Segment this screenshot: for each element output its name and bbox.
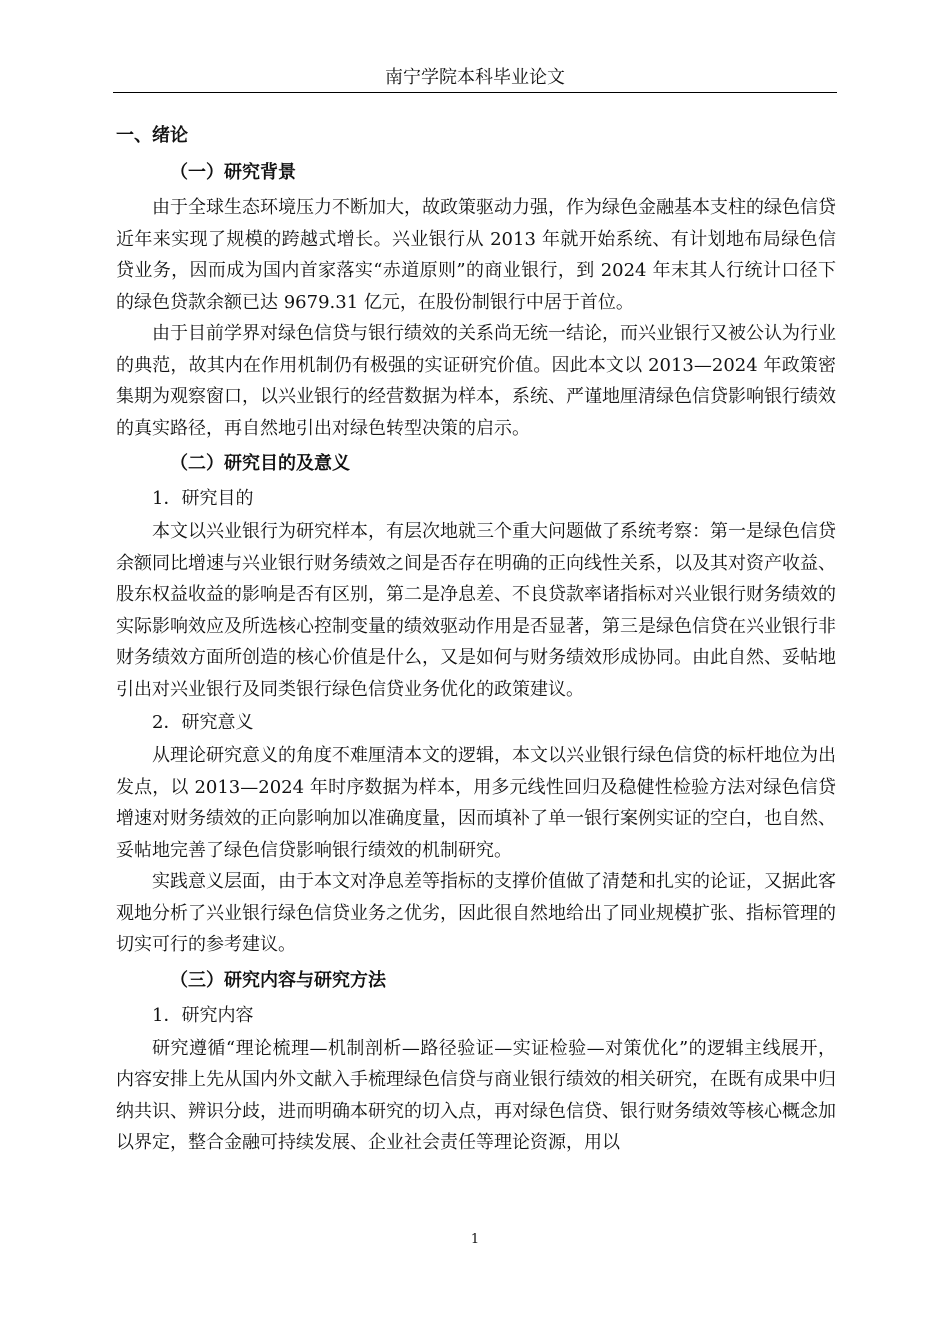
paragraph-significance-theory: 从理论研究意义的角度不难厘清本文的逻辑，本文以兴业银行绿色信贷的标杆地位为出发点，以 2013—2024 年时序数据为样本，用多元线性回归及稳健性检验方法对绿色信贷增速对财务绩效的正向影响加以准确度量，因而填补了单一银行案例实证的空白，也自然、妥帖地完善了绿色信贷影响银行绩效的机制研究。 bbox=[116, 745, 836, 861]
paragraph-significance-practice: 实践意义层面，由于本文对净息差等指标的支撑价值做了清楚和扎实的论证，又据此客观地分析了兴业银行绿色信贷业务之优劣，因此很自然地给出了同业规模扩张、指标管理的切实可行的参考建议。 bbox=[116, 871, 836, 955]
running-header-title: 南宁学院本科毕业论文 bbox=[385, 67, 565, 88]
paragraph-background-1: 由于全球生态环境压力不断加大，故政策驱动力强，作为绿色金融基本支柱的绿色信贷近年来实现了规模的跨越式增长。兴业银行从 2013 年就开始系统、有计划地布局绿色信贷业务，因而成为国内首家落实“赤道原则”的商业银行，到 2024 年末其人行统计口径下的绿色贷款余额已达 9679.31 亿元，在股份制银行中居于首位。 bbox=[116, 197, 836, 313]
paragraph-content: 研究遵循“理论梳理—机制剖析—路径验证—实证检验—对策优化”的逻辑主线展开，内容安排上先从国内外文献入手梳理绿色信贷与商业银行绩效的相关研究，在既有成果中归纳共识、辨识分歧，进而明确本研究的切入点，再对绿色信贷、银行财务绩效等核心概念加以界定，整合金融可持续发展、企业社会责任等理论资源，用以 bbox=[116, 1037, 836, 1153]
subsection-heading-content-methods: （三）研究内容与研究方法 bbox=[170, 969, 386, 991]
subsection-heading-background: （一）研究背景 bbox=[170, 162, 296, 183]
section-heading-introduction: 一、绪论 bbox=[116, 125, 188, 146]
subsection-heading-purpose-significance: （二）研究目的及意义 bbox=[170, 453, 350, 474]
sub-subsection-heading-content: 1．研究内容 bbox=[152, 1004, 254, 1026]
page-number: 1 bbox=[470, 1232, 480, 1247]
sub-subsection-heading-purpose: 1．研究目的 bbox=[152, 488, 254, 509]
sub-subsection-heading-significance: 2．研究意义 bbox=[152, 712, 254, 733]
paragraph-background-2: 由于目前学界对绿色信贷与银行绩效的关系尚无统一结论，而兴业银行又被公认为行业的典范，故其内在作用机制仍有极强的实证研究价值。因此本文以 2013—2024 年政策密集期为观察窗口，以兴业银行的经营数据为样本，系统、严谨地厘清绿色信贷影响银行绩效的真实路径，再自然地引出对绿色转型决策的启示。 bbox=[116, 323, 836, 439]
document-body bbox=[116, 120, 836, 1159]
header-divider bbox=[113, 92, 837, 93]
paragraph-purpose: 本文以兴业银行为研究样本，有层次地就三个重大问题做了系统考察：第一是绿色信贷余额同比增速与兴业银行财务绩效之间是否存在明确的正向线性关系，以及其对资产收益、股东权益收益的影响是否有区别，第二是净息差、不良贷款率诸指标对兴业银行财务绩效的实际影响效应及所选核心控制变量的绩效驱动作用是否显著，第三是绿色信贷在兴业银行非财务绩效方面所创造的核心价值是什么，又是如何与财务绩效形成协同。由此自然、妥帖地引出对兴业银行及同类银行绿色信贷业务优化的政策建议。 bbox=[116, 521, 836, 700]
